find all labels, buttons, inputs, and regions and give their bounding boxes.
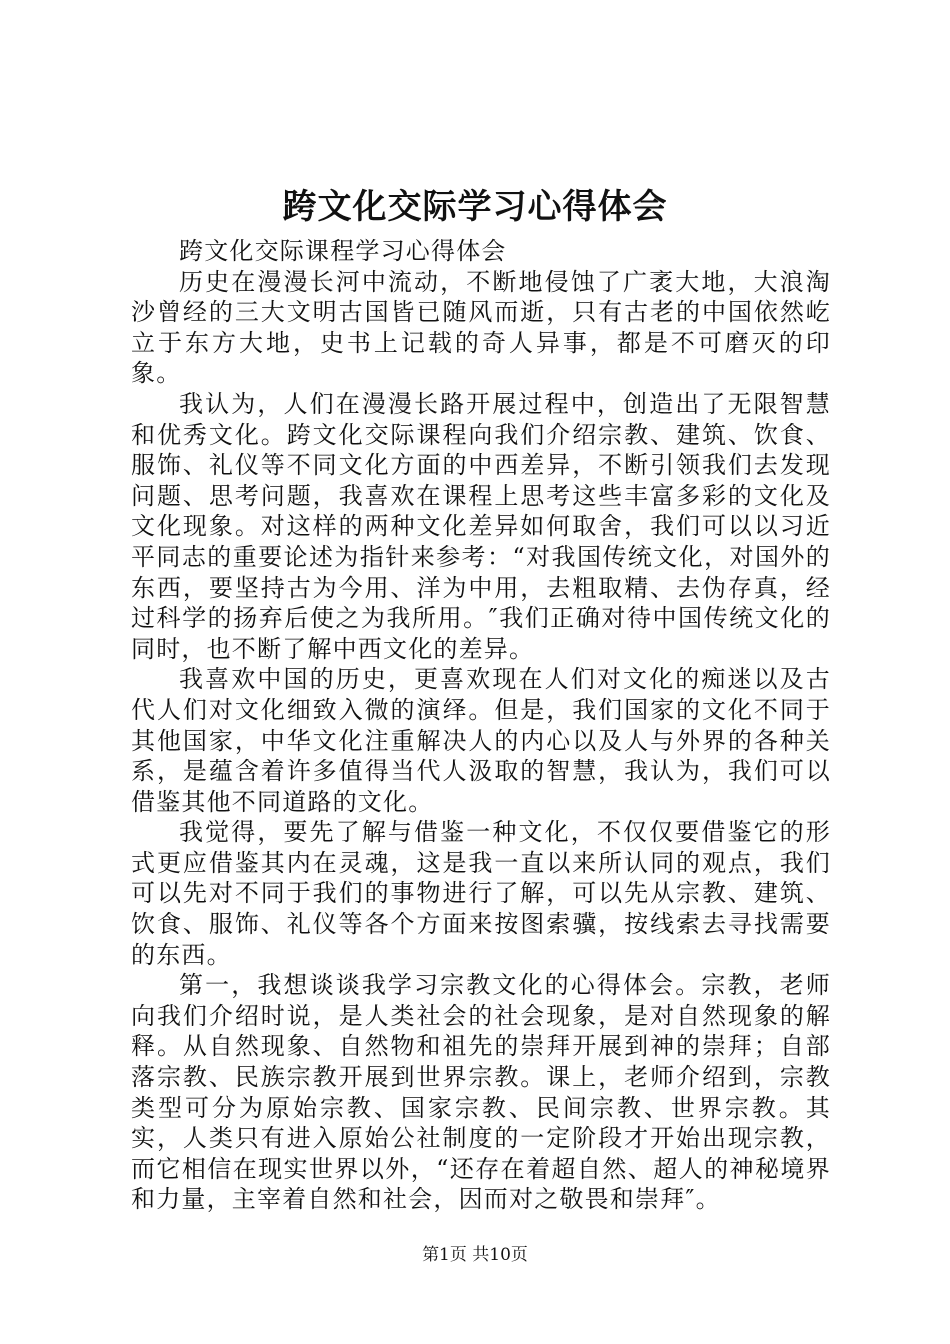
body-paragraph: 我认为，人们在漫漫长路开展过程中，创造出了无限智慧和优秀文化。跨文化交际课程向我们介绍宗教、建筑、饮食、服饰、礼仪等不同文化方面的中西差异，不断引领我们去发现问题、思考问题，我喜欢在课程上思考这些丰富多彩的文化及文化现象。对这样的两种文化差异如何取舍，我们可以以习近平同志的重要论述为指针来参考：“对我国传统文化，对国外的东西，要坚持古为今用、洋为中用，去粗取精、去伪存真，经过科学的扬弃后使之为我所用。″我们正确对待中国传统文化的同时，也不断了解中西文化的差异。 xyxy=(131,389,831,663)
body-paragraph: 跨文化交际课程学习心得体会 xyxy=(179,237,507,265)
document-title: 跨文化交际学习心得体会 xyxy=(282,187,668,227)
body-paragraph: 我觉得，要先了解与借鉴一种文化，不仅仅要借鉴它的形式更应借鉴其内在灵魂，这是我一直以来所认同的观点，我们可以先对不同于我们的事物进行了解，可以先从宗教、建筑、饮食、服饰、礼仪等各个方面来按图索骥，按线索去寻找需要的东西。 xyxy=(131,818,831,969)
body-paragraph: 第一，我想谈谈我学习宗教文化的心得体会。宗教，老师向我们介绍时说，是人类社会的社会现象，是对自然现象的解释。从自然现象、自然物和祖先的崇拜开展到神的崇拜；自部落宗教、民族宗教开展到世界宗教。课上，老师介绍到，宗教类型可分为原始宗教、国家宗教、民间宗教、世界宗教。其实，人类只有进入原始公社制度的一定阶段才开始出现宗教，而它相信在现实世界以外，“还存在着超自然、超人的神秘境界和力量，主宰着自然和社会，因而对之敬畏和崇拜″。 xyxy=(131,971,831,1214)
body-paragraph: 我喜欢中国的历史，更喜欢现在人们对文化的痴迷以及古代人们对文化细致入微的演绎。但是，我们国家的文化不同于其他国家，中华文化注重解决人的内心以及人与外界的各种关系，是蕴含着许多值得当代人汲取的智慧，我认为，我们可以借鉴其他不同道路的文化。 xyxy=(131,665,831,816)
body-paragraph: 历史在漫漫长河中流动，不断地侵蚀了广袤大地，大浪淘沙曾经的三大文明古国皆已随风而逝，只有古老的中国依然屹立于东方大地，史书上记载的奇人异事，都是不可磨灭的印象。 xyxy=(131,267,831,388)
document-body xyxy=(131,236,831,1215)
page-footer: 第1页 共10页 xyxy=(422,1245,528,1265)
